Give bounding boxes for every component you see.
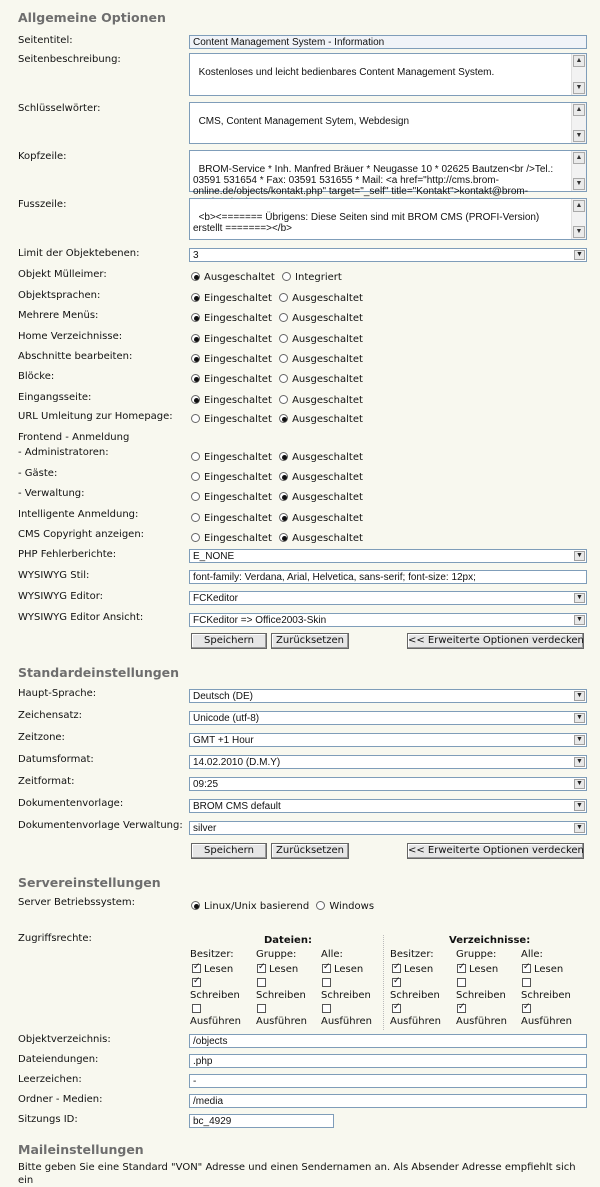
- radio-off[interactable]: [279, 395, 288, 404]
- timezone-label: Zeitzone:: [18, 732, 65, 743]
- radio-on-label: Eingeschaltet: [204, 452, 272, 463]
- wysiwyg-editor-select[interactable]: [189, 591, 587, 605]
- radio-off[interactable]: [279, 472, 288, 481]
- wysiwyg-editor-value: FCKeditor: [193, 593, 239, 604]
- mail-intro-text: Bitte geben Sie eine Standard "VON" Adresse und einen Sendernamen an. Als Absender Adresse empfiehlt sich ein: [18, 1162, 576, 1186]
- scroll-up-icon[interactable]: ▲: [573, 55, 585, 67]
- radio-on[interactable]: [191, 354, 200, 363]
- blocks-radio-group: [191, 374, 367, 385]
- radio-on[interactable]: [191, 334, 200, 343]
- dirs-group-header: Gruppe:: [456, 949, 497, 960]
- dirs-group-exec-cb: [457, 1004, 469, 1015]
- radio-on-label: Eingeschaltet: [204, 533, 272, 544]
- checkbox[interactable]: [457, 964, 466, 973]
- radio-off[interactable]: [279, 374, 288, 383]
- session-id-input[interactable]: bc_4929: [189, 1114, 334, 1128]
- wysiwyg-view-select[interactable]: [189, 613, 587, 627]
- checkbox[interactable]: [457, 978, 466, 987]
- scroll-down-icon[interactable]: ▼: [573, 82, 585, 94]
- multiple-menus-label: Mehrere Menüs:: [18, 310, 99, 321]
- files-all-exec-cb: [322, 1004, 334, 1015]
- url-redirect-label: URL Umleitung zur Homepage:: [18, 411, 173, 422]
- chevron-down-icon[interactable]: ▼: [574, 757, 585, 767]
- footer-label: Fusszeile:: [18, 199, 67, 210]
- scroll-down-icon[interactable]: ▼: [573, 226, 585, 238]
- checkbox[interactable]: [257, 978, 266, 987]
- dirs-all-exec-cb: [522, 1004, 534, 1015]
- page-description-scrollbar[interactable]: [571, 54, 586, 95]
- chevron-down-icon[interactable]: ▼: [574, 551, 585, 561]
- multiple-menus-radio-group: [191, 313, 367, 324]
- charset-value: Unicode (utf-8): [193, 713, 260, 724]
- time-format-label: Zeitformat:: [18, 776, 75, 787]
- trash-off-radio[interactable]: [191, 272, 200, 281]
- save-button[interactable]: Speichern: [191, 633, 267, 649]
- radio-off[interactable]: [279, 533, 288, 542]
- checkbox[interactable]: [392, 1004, 401, 1013]
- files-header: Dateien:: [264, 935, 312, 946]
- header-text: BROM-Service * Inh. Manfred Bräuer * Neugasse 10 * 02625 Bautzen<br />Tel.: 03591 531654 * Fax: 03591 531655 * Mail: <a href="http://cms.brom-online.de/objects/kontakt.php" target="_self" title="Kontakt">kontakt@brom-: [193, 164, 554, 197]
- file-ext-input[interactable]: .php: [189, 1054, 587, 1068]
- guests-radio-group: [191, 472, 367, 483]
- checkbox[interactable]: [522, 964, 531, 973]
- chevron-down-icon[interactable]: ▼: [574, 615, 585, 625]
- php-errors-label: PHP Fehlerberichte:: [18, 549, 117, 560]
- charset-label: Zeichensatz:: [18, 710, 82, 721]
- radio-on-label: Eingeschaltet: [204, 395, 272, 406]
- checkbox[interactable]: [392, 978, 401, 987]
- read-label: Lesen: [469, 964, 499, 975]
- os-windows-radio[interactable]: [316, 901, 325, 910]
- read-label: Lesen: [534, 964, 564, 975]
- frontend-login-label: Frontend - Anmeldung: [18, 432, 130, 443]
- read-label: Lesen: [334, 964, 364, 975]
- radio-on[interactable]: [191, 492, 200, 501]
- keywords-text: CMS, Content Management Sytem, Webdesign: [198, 116, 410, 127]
- radio-on[interactable]: [191, 414, 200, 423]
- radio-off-label: Ausgeschaltet: [292, 533, 363, 544]
- chevron-down-icon[interactable]: ▼: [574, 735, 585, 745]
- charset-select[interactable]: [189, 711, 587, 725]
- chevron-down-icon[interactable]: ▼: [574, 593, 585, 603]
- main-language-select[interactable]: [189, 689, 587, 703]
- section-title-defaults: Standardeinstellungen: [18, 665, 180, 680]
- radio-off-label: Ausgeschaltet: [292, 472, 363, 483]
- dirs-owner-write-label: Schreiben: [390, 990, 440, 1001]
- checkbox[interactable]: [457, 1004, 466, 1013]
- wysiwyg-style-input[interactable]: font-family: Verdana, Arial, Helvetica, sans-serif; font-size: 12px;: [189, 570, 587, 584]
- keywords-textarea[interactable]: [189, 102, 587, 144]
- edit-sections-radio-group: [191, 354, 367, 365]
- administration-label: - Verwaltung:: [18, 488, 85, 499]
- radio-off[interactable]: [279, 313, 288, 322]
- section-title-server: Servereinstellungen: [18, 875, 161, 890]
- home-dirs-radio-group: [191, 334, 367, 345]
- admin-template-label: Dokumentenvorlage Verwaltung:: [18, 820, 183, 831]
- radio-on-label: Eingeschaltet: [204, 374, 272, 385]
- space-char-input[interactable]: -: [189, 1074, 587, 1088]
- read-label: Lesen: [404, 964, 434, 975]
- object-dir-input[interactable]: /objects: [189, 1034, 587, 1048]
- checkbox[interactable]: [392, 964, 401, 973]
- template-label: Dokumentenvorlage:: [18, 798, 124, 809]
- object-levels-value: 3: [193, 250, 199, 261]
- radio-off[interactable]: [279, 354, 288, 363]
- date-format-value: 14.02.2010 (D.M.Y): [193, 757, 281, 768]
- trash-integrated-radio[interactable]: [282, 272, 291, 281]
- checkbox[interactable]: [257, 964, 266, 973]
- radio-off-label: Ausgeschaltet: [292, 334, 363, 345]
- server-os-radio-group: [191, 901, 378, 912]
- page-description-label: Seitenbeschreibung:: [18, 54, 121, 65]
- read-label: Lesen: [269, 964, 299, 975]
- radio-on-label: Eingeschaltet: [204, 313, 272, 324]
- date-format-label: Datumsformat:: [18, 754, 94, 765]
- trash-label: Objekt Mülleimer:: [18, 269, 107, 280]
- media-folder-input[interactable]: /media: [189, 1094, 587, 1108]
- read-label: Lesen: [204, 964, 234, 975]
- space-char-label: Leerzeichen:: [18, 1074, 82, 1085]
- scroll-up-icon[interactable]: ▲: [573, 104, 585, 116]
- radio-on[interactable]: [191, 533, 200, 542]
- page-description-text: Kostenloses und leicht bedienbares Content Management System.: [198, 67, 495, 78]
- checkbox[interactable]: [322, 964, 331, 973]
- timezone-select[interactable]: [189, 733, 587, 747]
- files-group-exec-label: Ausführen: [256, 1016, 307, 1027]
- wysiwyg-style-label: WYSIWYG Stil:: [18, 570, 90, 581]
- radio-on-label: Eingeschaltet: [204, 334, 272, 345]
- radio-on[interactable]: [191, 313, 200, 322]
- files-group-write-cb: [257, 978, 269, 989]
- keywords-scrollbar[interactable]: [571, 103, 586, 143]
- section-title-general: Allgemeine Optionen: [18, 10, 166, 25]
- template-value: BROM CMS default: [193, 801, 281, 812]
- dirs-all-write-label: Schreiben: [521, 990, 571, 1001]
- url-redirect-radio-group: [191, 414, 367, 425]
- dirs-group-write-cb: [457, 978, 469, 989]
- dirs-owner-read: [392, 964, 433, 975]
- files-group-write-label: Schreiben: [256, 990, 306, 1001]
- home-dirs-label: Home Verzeichnisse:: [18, 331, 123, 342]
- dirs-all-header: Alle:: [521, 949, 543, 960]
- timezone-value: GMT +1 Hour: [193, 735, 254, 746]
- header-label: Kopfzeile:: [18, 151, 67, 162]
- hide-advanced-button[interactable]: << Erweiterte Optionen verdecken: [407, 633, 584, 649]
- page-description-textarea[interactable]: [189, 53, 587, 96]
- radio-on[interactable]: [191, 293, 200, 302]
- radio-off-label: Ausgeschaltet: [292, 492, 363, 503]
- radio-on-label: Eingeschaltet: [204, 513, 272, 524]
- admin-template-select[interactable]: [189, 821, 587, 835]
- admins-radio-group: [191, 452, 367, 463]
- chevron-down-icon[interactable]: ▼: [574, 779, 585, 789]
- smart-login-label: Intelligente Anmeldung:: [18, 509, 139, 520]
- radio-on[interactable]: [191, 472, 200, 481]
- object-dir-label: Objektverzeichnis:: [18, 1034, 111, 1045]
- radio-off-label: Ausgeschaltet: [292, 395, 363, 406]
- radio-on[interactable]: [191, 395, 200, 404]
- php-errors-select[interactable]: [189, 549, 587, 563]
- checkbox[interactable]: [257, 1004, 266, 1013]
- main-language-value: Deutsch (DE): [193, 691, 254, 702]
- radio-on-label: Eingeschaltet: [204, 414, 272, 425]
- radio-off-label: Ausgeschaltet: [292, 452, 363, 463]
- php-errors-value: E_NONE: [193, 551, 235, 562]
- dirs-owner-write-cb: [392, 978, 404, 989]
- dirs-group-exec-label: Ausführen: [456, 1016, 507, 1027]
- chevron-down-icon[interactable]: ▼: [574, 691, 585, 701]
- object-levels-label: Limit der Objektebenen:: [18, 248, 140, 259]
- object-levels-select[interactable]: [189, 248, 587, 262]
- checkbox[interactable]: [192, 978, 201, 987]
- dirs-all-read: [522, 964, 563, 975]
- radio-off[interactable]: [279, 452, 288, 461]
- files-owner-exec-cb: [192, 1004, 204, 1015]
- radio-on-label: Eingeschaltet: [204, 472, 272, 483]
- files-group-exec-cb: [257, 1004, 269, 1015]
- radio-on-label: Eingeschaltet: [204, 492, 272, 503]
- scroll-up-icon[interactable]: ▲: [573, 200, 585, 212]
- main-language-label: Haupt-Sprache:: [18, 688, 97, 699]
- edit-sections-label: Abschnitte bearbeiten:: [18, 351, 133, 362]
- files-group-read: [257, 964, 298, 975]
- checkbox[interactable]: [322, 978, 331, 987]
- footer-textarea[interactable]: [189, 198, 587, 240]
- radio-off-label: Ausgeschaltet: [292, 513, 363, 524]
- hide-advanced-button[interactable]: << Erweiterte Optionen verdecken: [407, 843, 584, 859]
- wysiwyg-view-label: WYSIWYG Editor Ansicht:: [18, 612, 144, 623]
- template-select[interactable]: [189, 799, 587, 813]
- scroll-down-icon[interactable]: ▼: [573, 178, 585, 190]
- wysiwyg-editor-label: WYSIWYG Editor:: [18, 591, 104, 602]
- time-format-select[interactable]: [189, 777, 587, 791]
- footer-text: <b><======= Übrigens: Diese Seiten sind mit BROM CMS (PROFI-Version) erstellt =======></b>: [193, 212, 543, 234]
- blocks-label: Blöcke:: [18, 371, 55, 382]
- time-format-value: 09:25: [193, 779, 219, 790]
- radio-off-label: Ausgeschaltet: [292, 293, 363, 304]
- trash-integrated-label: Integriert: [295, 272, 342, 283]
- scroll-up-icon[interactable]: ▲: [573, 152, 585, 164]
- radio-on-label: Eingeschaltet: [204, 293, 272, 304]
- radio-off-label: Ausgeschaltet: [292, 414, 363, 425]
- files-owner-read: [192, 964, 233, 975]
- files-all-write-label: Schreiben: [321, 990, 371, 1001]
- media-folder-label: Ordner - Medien:: [18, 1094, 103, 1105]
- copyright-label: CMS Copyright anzeigen:: [18, 529, 145, 540]
- files-all-header: Alle:: [321, 949, 343, 960]
- wysiwyg-view-value: FCKeditor => Office2003-Skin: [193, 615, 327, 626]
- checkbox[interactable]: [322, 1004, 331, 1013]
- files-owner-write-label: Schreiben: [190, 990, 240, 1001]
- dirs-group-write-label: Schreiben: [456, 990, 506, 1001]
- copyright-radio-group: [191, 533, 367, 544]
- dirs-all-exec-label: Ausführen: [521, 1016, 572, 1027]
- header-textarea[interactable]: [189, 150, 587, 197]
- dirs-header: Verzeichnisse:: [449, 935, 531, 946]
- files-all-read: [322, 964, 363, 975]
- trash-radio-group: [191, 272, 346, 283]
- footer-scrollbar[interactable]: [571, 199, 586, 239]
- radio-off-label: Ausgeschaltet: [292, 354, 363, 365]
- admin-template-value: silver: [193, 823, 217, 834]
- chevron-down-icon[interactable]: ▼: [574, 823, 585, 833]
- radio-on[interactable]: [191, 452, 200, 461]
- files-owner-write-cb: [192, 978, 204, 989]
- section-title-mail: Maileinstellungen: [18, 1142, 144, 1157]
- checkbox[interactable]: [192, 964, 201, 973]
- files-owner-exec-label: Ausführen: [190, 1016, 241, 1027]
- checkbox[interactable]: [522, 1004, 531, 1013]
- dirs-owner-exec-cb: [392, 1004, 404, 1015]
- chevron-down-icon[interactable]: ▼: [574, 250, 585, 260]
- date-format-select[interactable]: [189, 755, 587, 769]
- chevron-down-icon[interactable]: ▼: [574, 801, 585, 811]
- os-windows-label: Windows: [329, 901, 375, 912]
- dirs-owner-header: Besitzer:: [390, 949, 434, 960]
- reset-button[interactable]: Zurücksetzen: [271, 633, 349, 649]
- checkbox[interactable]: [522, 978, 531, 987]
- dirs-owner-exec-label: Ausführen: [390, 1016, 441, 1027]
- radio-off[interactable]: [279, 414, 288, 423]
- object-languages-label: Objektsprachen:: [18, 290, 101, 301]
- radio-on[interactable]: [191, 513, 200, 522]
- trash-off-label: Ausgeschaltet: [204, 272, 275, 283]
- administration-radio-group: [191, 492, 367, 503]
- chevron-down-icon[interactable]: ▼: [574, 713, 585, 723]
- radio-off[interactable]: [279, 492, 288, 501]
- reset-button[interactable]: Zurücksetzen: [271, 843, 349, 859]
- files-group-header: Gruppe:: [256, 949, 297, 960]
- checkbox[interactable]: [192, 1004, 201, 1013]
- dirs-all-write-cb: [522, 978, 534, 989]
- os-linux-radio[interactable]: [191, 901, 200, 910]
- page-title-label: Seitentitel:: [18, 35, 73, 46]
- smart-login-radio-group: [191, 513, 367, 524]
- entry-page-label: Eingangsseite:: [18, 392, 92, 403]
- radio-off[interactable]: [279, 334, 288, 343]
- files-owner-header: Besitzer:: [190, 949, 234, 960]
- admins-label: - Administratoren:: [18, 447, 109, 458]
- header-scrollbar[interactable]: [571, 151, 586, 191]
- radio-on[interactable]: [191, 374, 200, 383]
- files-all-exec-label: Ausführen: [321, 1016, 372, 1027]
- radio-off-label: Ausgeschaltet: [292, 374, 363, 385]
- dirs-group-read: [457, 964, 498, 975]
- object-languages-radio-group: [191, 293, 367, 304]
- radio-on-label: Eingeschaltet: [204, 354, 272, 365]
- save-button[interactable]: Speichern: [191, 843, 267, 859]
- radio-off[interactable]: [279, 293, 288, 302]
- radio-off-label: Ausgeschaltet: [292, 313, 363, 324]
- session-id-label: Sitzungs ID:: [18, 1114, 78, 1125]
- scroll-down-icon[interactable]: ▼: [573, 130, 585, 142]
- page-title-input[interactable]: Content Management System - Information: [189, 35, 587, 49]
- files-all-write-cb: [322, 978, 334, 989]
- os-linux-label: Linux/Unix basierend: [204, 901, 310, 912]
- radio-off[interactable]: [279, 513, 288, 522]
- permissions-label: Zugriffsrechte:: [18, 933, 92, 944]
- guests-label: - Gäste:: [18, 468, 58, 479]
- file-ext-label: Dateiendungen:: [18, 1054, 99, 1065]
- keywords-label: Schlüsselwörter:: [18, 103, 101, 114]
- permissions-divider: [383, 935, 384, 1030]
- server-os-label: Server Betriebssystem:: [18, 897, 136, 908]
- entry-page-radio-group: [191, 395, 367, 406]
